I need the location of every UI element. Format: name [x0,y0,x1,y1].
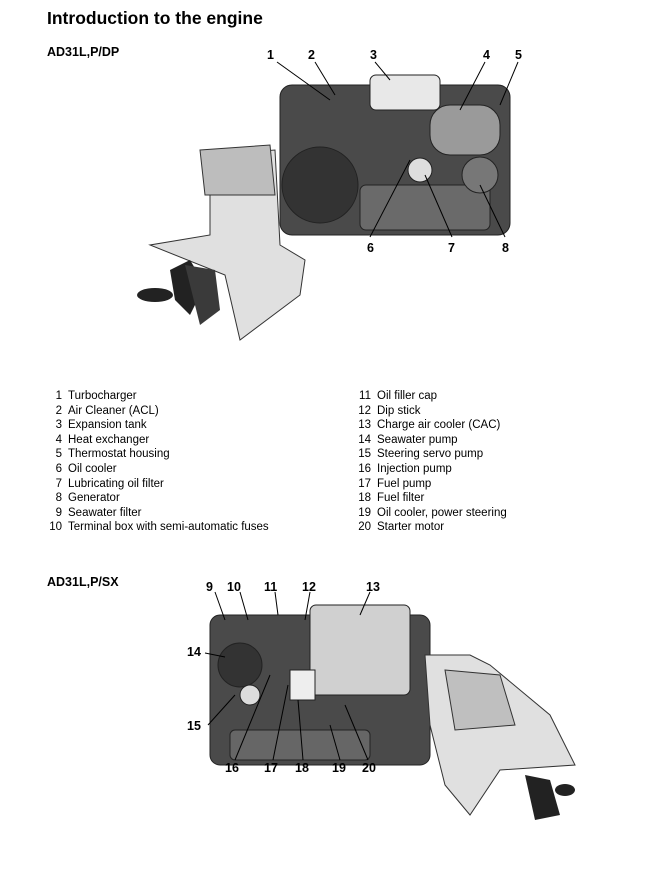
legend-number: 16 [358,462,371,475]
legend-number: 7 [55,477,62,490]
legend-item [357,389,507,404]
callout-12: 12 [302,580,316,594]
callout-5: 5 [515,48,522,62]
callout-1: 1 [267,48,274,62]
callout-18: 18 [295,761,309,775]
legend-item [48,506,269,521]
callout-19: 19 [332,761,346,775]
legend-number: 20 [358,521,371,534]
legend-number: 9 [55,506,62,519]
legend-number: 12 [358,404,371,417]
legend-item [357,506,507,521]
callout-7: 7 [448,241,455,255]
legend-label: Dip stick [377,404,421,417]
legend-item [48,404,269,419]
legend-number: 15 [358,448,371,461]
section-heading-dp: AD31L,P/DP [47,45,120,59]
legend-label: Steering servo pump [377,448,484,461]
callout-2: 2 [308,48,315,62]
callout-11: 11 [264,580,278,594]
legend-number: 17 [358,477,371,490]
legend-left-column [48,389,269,535]
callout-3: 3 [370,48,377,62]
page-title: Introduction to the engine [47,8,263,28]
legend-item [357,404,507,419]
callout-8: 8 [502,241,509,255]
legend-label: Fuel pump [377,477,432,490]
legend-number: 19 [358,506,371,519]
legend-item [357,520,507,535]
legend-number: 5 [55,448,62,461]
legend-item [48,491,269,506]
callout-17: 17 [264,761,278,775]
legend-label: Terminal box with semi-automatic fuses [68,521,269,534]
legend-number: 8 [55,492,62,505]
legend-item [357,491,507,506]
engine-illustration-sx [170,575,590,825]
legend-label: Generator [68,492,120,505]
legend-label: Seawater filter [68,506,142,519]
legend-number: 11 [359,390,371,402]
legend-number: 13 [358,419,371,432]
propeller [525,775,575,820]
legend-label: Air Cleaner (ACL) [68,404,159,417]
legend-item [48,389,269,404]
callout-15: 15 [187,719,201,733]
legend-label: Charge air cooler (CAC) [377,419,501,432]
callout-14: 14 [187,645,201,659]
legend-number: 14 [358,433,371,446]
legend-item [357,477,507,492]
legend-number: 18 [358,492,371,505]
callout-6: 6 [367,241,374,255]
section-heading-sx: AD31L,P/SX [47,575,119,589]
legend-label: Lubricating oil filter [68,477,164,490]
legend-item [48,447,269,462]
legend-number: 6 [55,462,62,475]
legend-number: 4 [55,433,62,446]
legend-number: 1 [55,390,62,402]
legend-item [357,462,507,477]
legend-label: Starter motor [377,521,445,534]
legend-label: Thermostat housing [68,448,170,461]
legend-label: Heat exchanger [68,433,150,446]
legend-item [357,433,507,448]
callout-13: 13 [366,580,380,594]
legend-label: Oil filler cap [377,390,438,402]
legend-label: Oil cooler, power steering [377,506,507,519]
callout-10: 10 [227,580,241,594]
legend-number: 10 [49,521,62,534]
callout-9: 9 [206,580,213,594]
legend-item [357,418,507,433]
engine-block [280,75,510,235]
callout-4: 4 [483,48,490,62]
legend-number: 2 [55,404,62,417]
propeller [137,260,220,325]
legend-item [48,433,269,448]
legend-label: Turbocharger [68,390,137,402]
legend-label: Seawater pump [377,433,458,446]
legend-label: Fuel filter [377,492,425,505]
callout-16: 16 [225,761,239,775]
legend-label: Expansion tank [68,419,147,432]
legend-label: Oil cooler [68,462,117,475]
engine-illustration-dp [130,45,550,345]
callout-20: 20 [362,761,376,775]
legend-item [48,477,269,492]
legend-item [48,462,269,477]
legend-item [357,447,507,462]
legend-label: Injection pump [377,462,452,475]
legend-item [48,520,269,535]
legend-number: 3 [55,419,62,432]
legend-item [48,418,269,433]
legend-right-column [357,389,507,535]
